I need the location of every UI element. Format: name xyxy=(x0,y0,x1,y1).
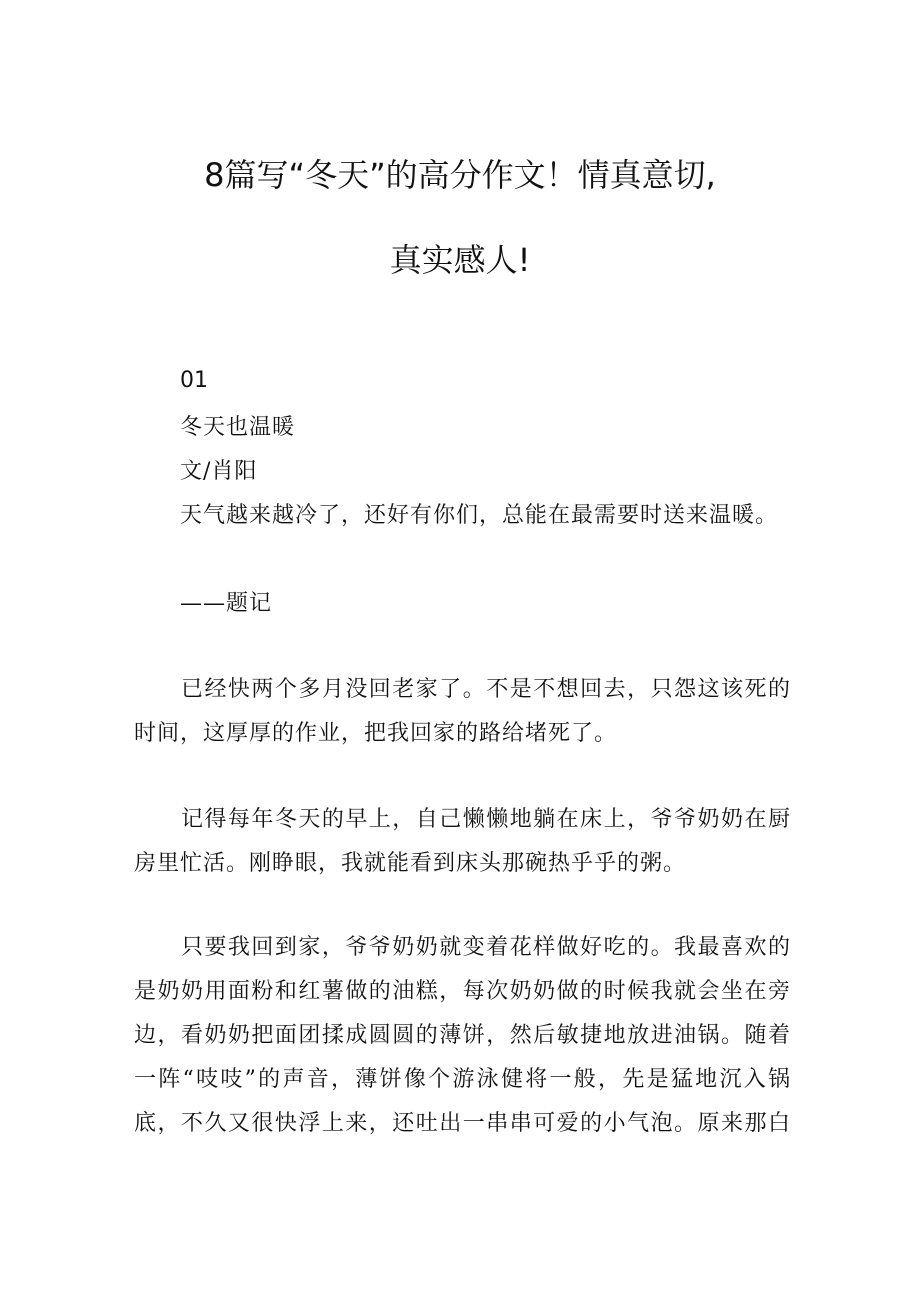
paragraph-3-line-3: 边，看奶奶把面团揉成圆圆的薄饼，然后敏捷地放进油锅。随着 xyxy=(134,1023,790,1048)
article-title-line-1: 8篇写“冬天”的高分作文！情真意切, xyxy=(204,156,716,194)
paragraph-2-line-1: 记得每年冬天的早上，自己懒懒地躺在床上，爷爷奶奶在厨 xyxy=(134,807,790,832)
essay-title: 冬天也温暖 xyxy=(180,415,296,440)
epigraph: 天气越来越冷了，还好有你们，总能在最需要时送来温暖。 xyxy=(180,503,779,528)
paragraph-1-line-2: 时间，这厚厚的作业，把我回家的路给堵死了。 xyxy=(134,721,618,746)
paragraph-2-line-2: 房里忙活。刚睁眼，我就能看到床头那碗热乎乎的粥。 xyxy=(134,851,687,876)
paragraph-3-line-5: 底，不久又很快浮上来，还吐出一串串可爱的小气泡。原来那白 xyxy=(134,1111,790,1136)
paragraph-3-line-2: 是奶奶用面粉和红薯做的油糕，每次奶奶做的时候我就会坐在旁 xyxy=(134,979,790,1004)
paragraph-1-line-1: 已经快两个多月没回老家了。不是不想回去，只怨这该死的 xyxy=(134,677,790,702)
paragraph-3-line-1: 只要我回到家，爷爷奶奶就变着花样做好吃的。我最喜欢的 xyxy=(134,935,790,960)
article-title-line-2: 真实感人! xyxy=(389,241,531,279)
paragraph-3-line-4: 一阵“吱吱”的声音，薄饼像个游泳健将一般，先是猛地沉入锅 xyxy=(134,1067,790,1092)
author-line: 文/肖阳 xyxy=(180,459,258,484)
epigraph-signature: ——题记 xyxy=(180,591,273,616)
section-number: 01 xyxy=(180,368,208,393)
